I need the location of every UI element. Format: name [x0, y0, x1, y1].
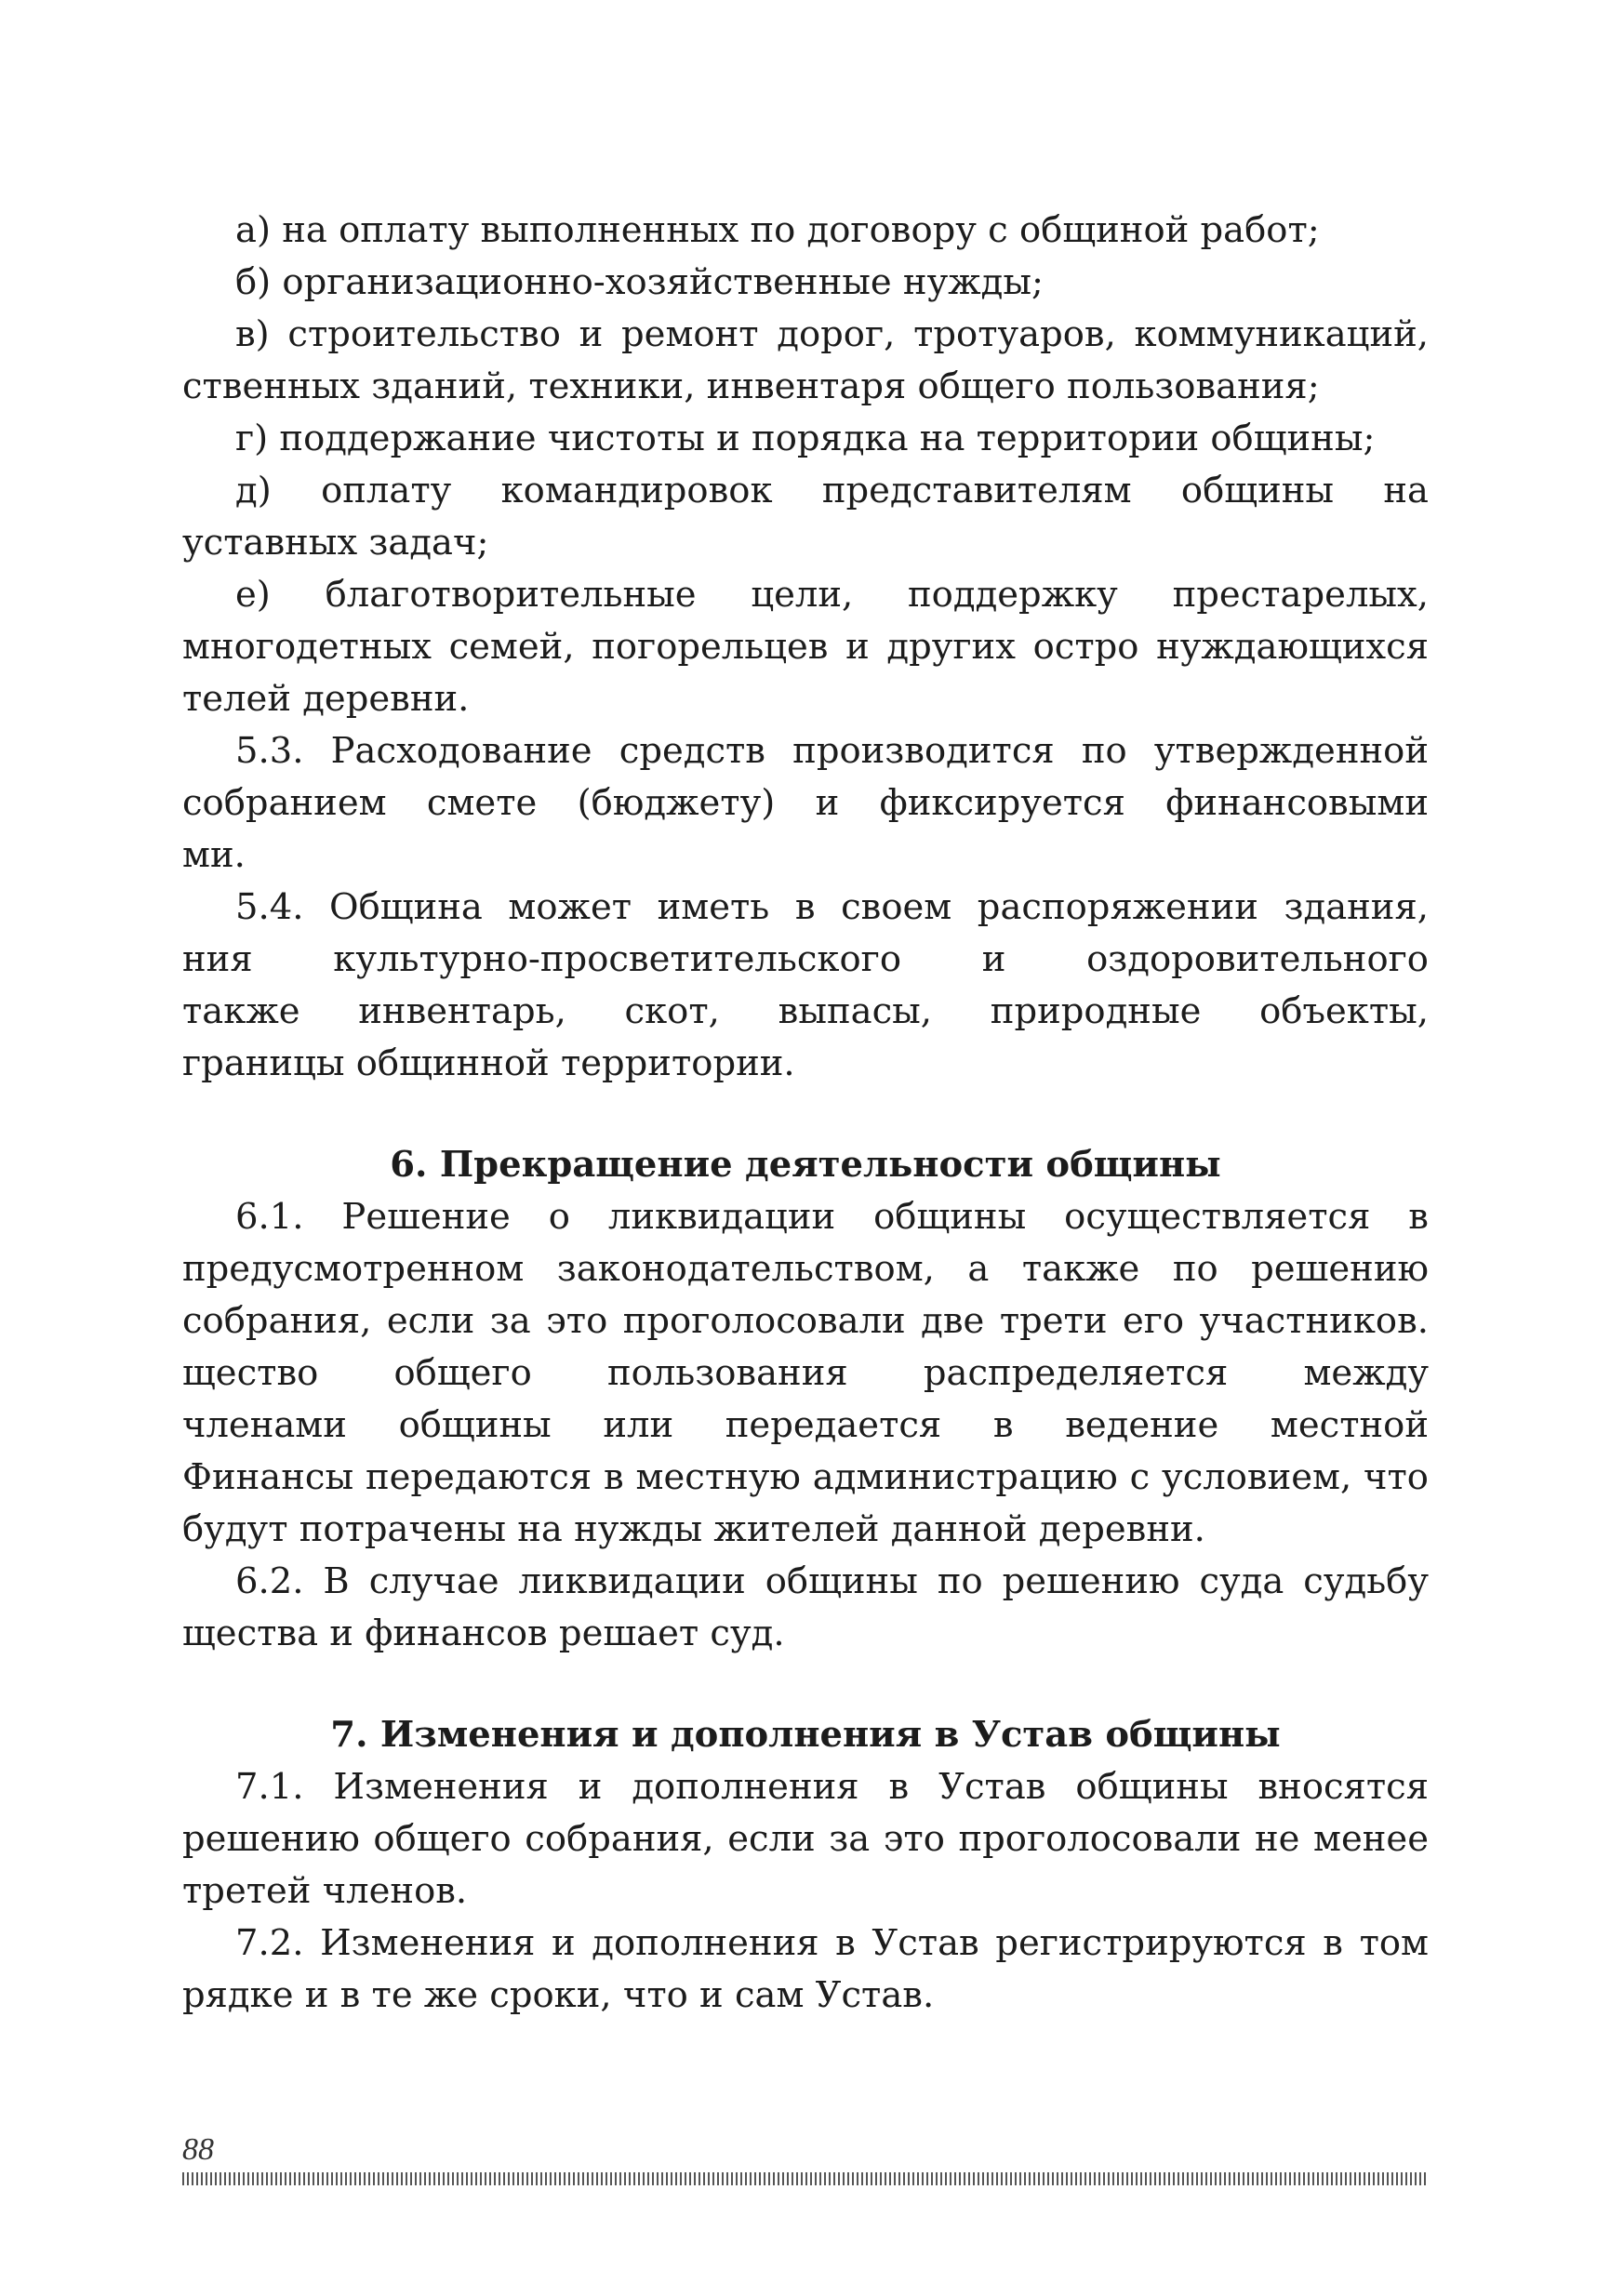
page-content	[182, 205, 1429, 2022]
paragraph-line: собрания, если за это проголосовали две трети его участников.	[182, 1300, 1429, 1342]
paragraph-line: 6.1. Решение о ликвидации общины осуществляется в	[235, 1196, 1429, 1238]
paragraph-line: щества и финансов решает суд.	[182, 1613, 785, 1654]
paragraph-line: ственных зданий, техники, инвентаря общего пользования;	[182, 365, 1320, 407]
section-heading: 6. Прекращение деятельности общины	[390, 1144, 1221, 1186]
paragraph-line: в) строительство и ремонт дорог, тротуаров, коммуникаций,	[235, 313, 1429, 355]
paragraph-line: Финансы передаются в местную администрацию с условием, что	[182, 1456, 1429, 1498]
paragraph-line: предусмотренном законодательством, а также по решению	[182, 1248, 1429, 1290]
paragraph-line: ния культурно-просветительского и оздоровительного	[182, 938, 1429, 980]
paragraph-line: многодетных семей, погорельцев и других остро нуждающихся	[182, 626, 1429, 668]
paragraph-line: уставных задач;	[182, 522, 489, 564]
paragraph-line: б) организационно-хозяйственные нужды;	[235, 261, 1044, 303]
paragraph-line: решению общего собрания, если за это проголосовали не менее	[182, 1818, 1429, 1860]
paragraph-line: рядке и в те же сроки, что и сам Устав.	[182, 1974, 935, 2016]
paragraph-line: г) поддержание чистоты и порядка на территории общины;	[235, 418, 1376, 459]
paragraph-line: 7.1. Изменения и дополнения в Устав общины вносятся	[235, 1766, 1429, 1808]
paragraph-line: 5.4. Община может иметь в своем распоряжении здания,	[235, 886, 1429, 928]
paragraph-line: 5.3. Расходование средств производится по утвержденной	[235, 730, 1429, 772]
paragraph-line: телей деревни.	[182, 678, 470, 720]
paragraph-line: будут потрачены на нужды жителей данной деревни.	[182, 1508, 1205, 1550]
footer-ruler-decoration	[182, 2172, 1429, 2185]
paragraph-line: также инвентарь, скот, выпасы, природные объекты,	[182, 990, 1429, 1032]
paragraph-line: 6.2. В случае ликвидации общины по решению суда судьбу	[235, 1560, 1429, 1602]
section-7	[182, 1709, 1429, 2022]
paragraph-line: щество общего пользования распределяется между	[182, 1352, 1429, 1394]
paragraph-line: собранием смете (бюджету) и фиксируется финансовыми	[182, 782, 1429, 824]
page-number: 88	[182, 2132, 214, 2167]
paragraph-line: а) на оплату выполненных по договору с общиной работ;	[235, 209, 1320, 251]
paragraph-line: членами общины или передается в ведение местной	[182, 1404, 1429, 1446]
section-5-continuation	[182, 205, 1429, 1090]
paragraph-line: е) благотворительные цели, поддержку престарелых,	[235, 574, 1429, 616]
section-heading: 7. Изменения и дополнения в Устав общины	[330, 1714, 1281, 1756]
paragraph-line: ми.	[182, 834, 246, 876]
section-6	[182, 1139, 1429, 1660]
paragraph-line: 7.2. Изменения и дополнения в Устав регистрируются в том	[235, 1922, 1429, 1964]
page-footer	[182, 2131, 1429, 2185]
paragraph-line: д) оплату командировок представителям общины на	[235, 470, 1429, 511]
paragraph-line: третей членов.	[182, 1870, 468, 1912]
paragraph-line: границы общинной территории.	[182, 1042, 795, 1084]
